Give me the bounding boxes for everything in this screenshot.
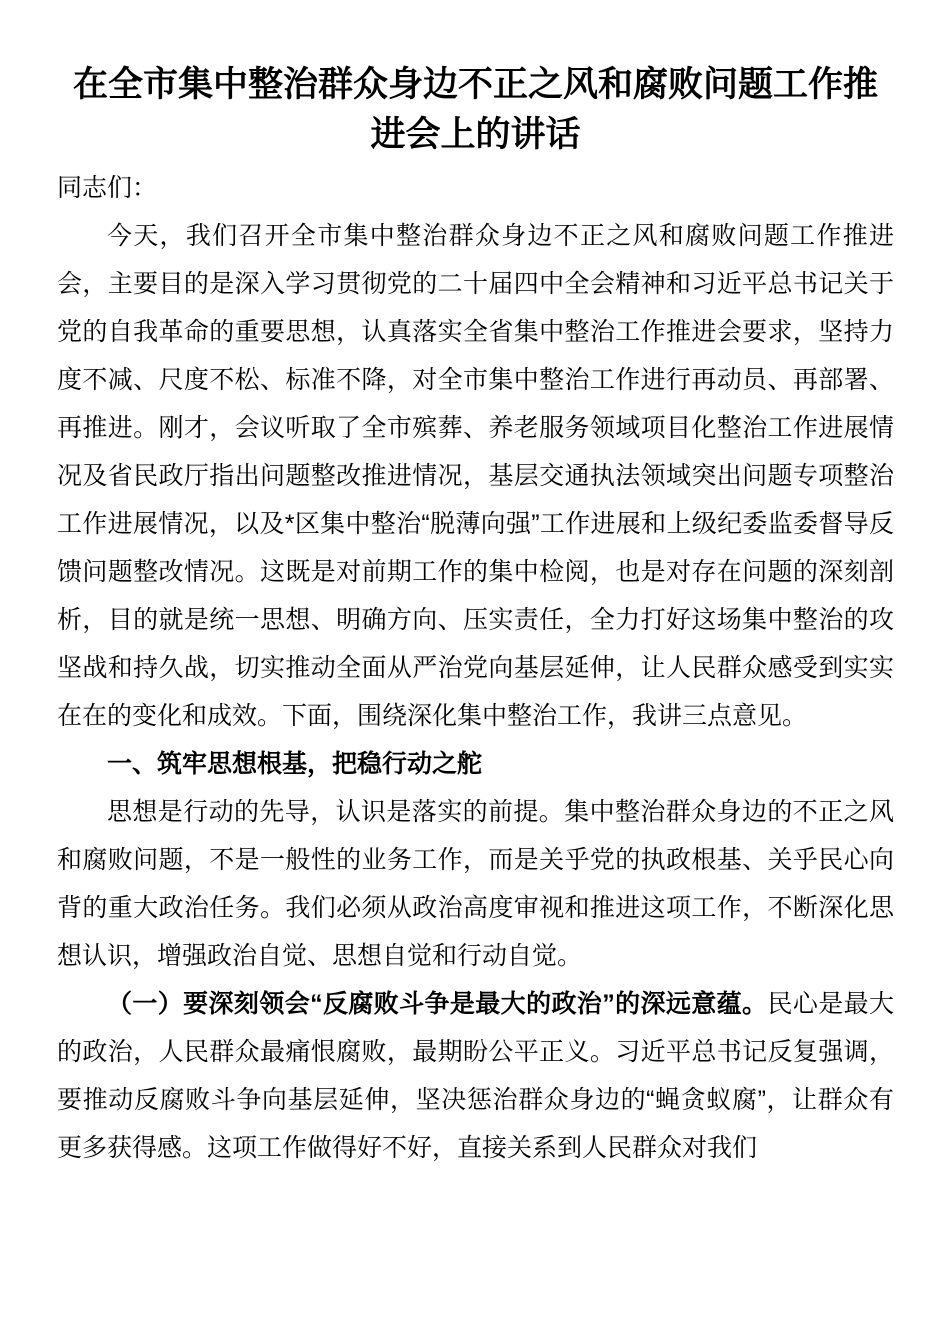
document-body [57,164,894,1172]
document-title: 在全市集中整治群众身边不正之风和腐败问题工作推进会上的讲话 [72,65,878,154]
salutation-line: 同志们： [57,174,158,202]
paragraph-subsection-1 [57,980,894,1172]
subsection-1-bold-lead: （一）要深刻领会“反腐败斗争是最大的政治”的深远意蕴。 [107,990,768,1018]
subsection-1-text: 民心是最大的政治，人民群众最痛恨腐败，最期盼公平正义。习近平总书记反复强调，要推动反腐败斗争向基层延伸，坚决惩治群众身边的“蝇贪蚁腐”，让群众有更多获得感。这项工作做得好不好，直接关系到人民群众对我们 [57,990,894,1162]
paragraph-intro: 今天，我们召开全市集中整治群众身边不正之风和腐败问题工作推进会，主要目的是深入学习贯彻党的二十届四中全会精神和习近平总书记关于党的自我革命的重要思想，认真落实全省集中整治工作推进会要求，坚持力度不减、尺度不松、标准不降，对全市集中整治工作进行再动员、再部署、再推进。刚才，会议听取了全市殡葬、养老服务领域项目化整治工作进展情况及省民政厅指出问题整改推进情况，基层交通执法领域突出问题专项整治工作进展情况，以及*区集中整治“脱薄向强”工作进展和上级纪委监委督导反馈问题整改情况。这既是对前期工作的集中检阅，也是对存在问题的深刻剖析，目的就是统一思想、明确方向、压实责任，全力打好这场集中整治的攻坚战和持久战，切实推动全面从严治党向基层延伸，让人民群众感受到实实在在的变化和成效。下面，围绕深化集中整治工作，我讲三点意见。 [57,222,894,730]
paragraph-section1-intro: 思想是行动的先导，认识是落实的前提。集中整治群众身边的不正之风和腐败问题，不是一般性的业务工作，而是关乎党的执政根基、关乎民心向背的重大政治任务。我们必须从政治高度审视和推进这项工作，不断深化思想认识，增强政治自觉、思想自觉和行动自觉。 [57,798,894,970]
section-heading-1: 一、筑牢思想根基，把稳行动之舵 [107,750,483,778]
